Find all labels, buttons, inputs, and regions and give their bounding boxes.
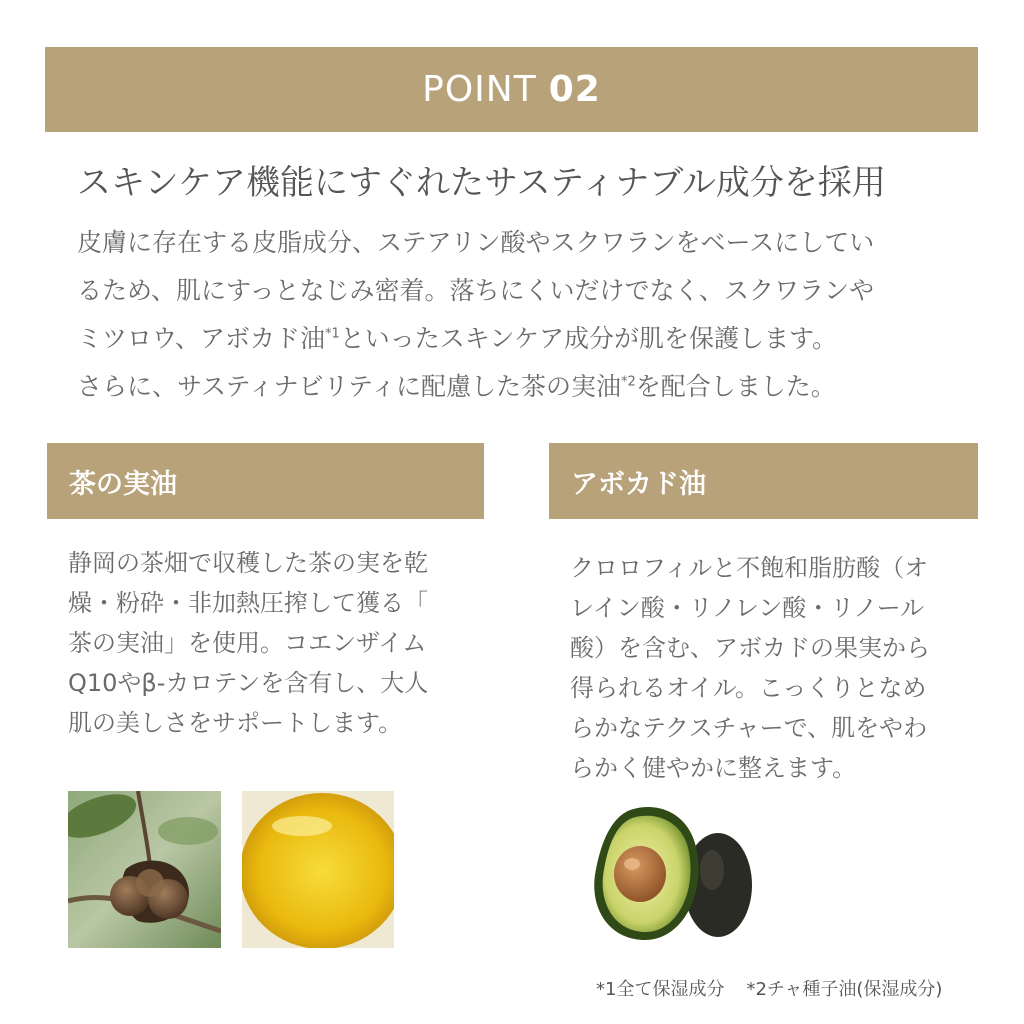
description-line: レイン酸・リノレン酸・リノール	[570, 594, 925, 622]
footnote-1: *1全て保湿成分	[596, 979, 725, 1000]
description-line: クロロフィルと不飽和脂肪酸（オ	[570, 554, 929, 582]
footnote-ref-2: *2	[621, 374, 636, 390]
point-title	[422, 69, 601, 110]
tea-seed-photo	[68, 791, 221, 948]
avocado-oil-description	[570, 548, 970, 788]
intro-line: るため、肌にすっとなじみ密着。落ちにくいだけでなく、スクワランや	[77, 276, 875, 305]
description-line: 酸）を含む、アボカドの果実から	[570, 634, 930, 662]
intro-text	[77, 219, 967, 411]
tea-seed-oil-drop-photo	[242, 791, 394, 948]
description-line: らかく健やかに整えます。	[570, 754, 857, 782]
avocado-photo	[590, 790, 752, 950]
point-number: 02	[548, 69, 601, 110]
description-line: 肌の美しさをサポートします。	[68, 709, 403, 737]
intro-line: ミツロウ、アボカド油$^{*1}$といったスキンケア成分が肌を保護します。	[77, 324, 838, 353]
point-banner	[45, 47, 978, 132]
description-line: 得られるオイル。こっくりとなめ	[570, 674, 927, 702]
footnote-2: *2チャ種子油(保湿成分)	[746, 979, 943, 1000]
description-line: 茶の実油」を使用。コエンザイム	[68, 629, 427, 657]
intro-line: 皮膚に存在する皮脂成分、ステアリン酸やスクワランをベースにしてい	[77, 228, 875, 257]
description-line: Q10やβ-カロテンを含有し、大人	[68, 669, 429, 697]
intro-line: さらに、サスティナビリティに配慮した茶の実油$^{*2}$を配合しました。	[77, 372, 836, 401]
description-line: 燥・粉砕・非加熱圧搾して獲る「	[68, 589, 428, 617]
section-header-avocado-oil: アボカド油	[549, 443, 978, 519]
footnotes	[596, 975, 996, 1001]
headline: スキンケア機能にすぐれたサスティナブル成分を採用	[77, 163, 886, 203]
footnote-ref-1: *1	[325, 326, 340, 342]
description-line: 静岡の茶畑で収穫した茶の実を乾	[68, 549, 428, 577]
description-line: らかなテクスチャーで、肌をやわ	[570, 714, 928, 742]
point-label: POINT	[422, 69, 537, 110]
section-header-tea-seed-oil: 茶の実油	[47, 443, 484, 519]
tea-seed-oil-description	[68, 543, 478, 743]
